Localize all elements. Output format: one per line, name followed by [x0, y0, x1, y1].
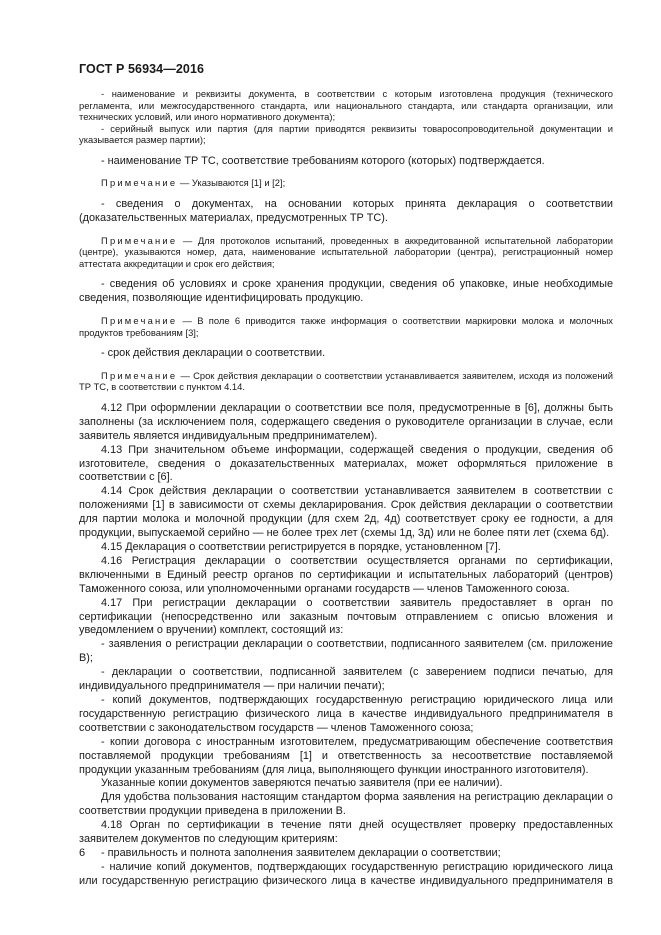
note-label: Примечание: [101, 177, 178, 189]
note-4: [79, 370, 613, 393]
note-text: — Указываются [1] и [2];: [177, 177, 286, 189]
clause-4-17-item-contract-copy: - копии договора с иностранным изготовителем, предусматривающим обеспечение соответствия поставляемой продукции требованиям [1] и ответственность за несоответствие поставляемой продукции указанным требованиям (для лица, выполняющего функции иностранного изготовителя).: [79, 735, 613, 776]
standard-designation: ГОСТ Р 56934—2016: [79, 62, 205, 76]
list-item-validity-period: - срок действия декларации о соответствии.: [101, 347, 326, 360]
clause-4-18-item-completeness: - правильность и полнота заполнения заявителем декларации о соответствии;: [101, 846, 501, 859]
note-text: — Срок действия декларации о соответствии устанавливается заявителем, исходя из положений ТР ТС, в соответствии с пунктом 4.14.: [79, 369, 613, 393]
clause-4-16: 4.16 Регистрация декларации о соответствии осуществляется органами по сертификации, включенными в Единый реестр органов по сертификации и испытательных лабораторий (центров) Таможенного союза, или уполномоченными органами государств — членов Таможенного союза.: [79, 554, 613, 595]
clause-4-18-item-registration-copies: - наличие копий документов, подтверждающих государственную регистрацию юридического лица или государственную регистрацию физического лица в качестве индивидуального предпринимателя в: [79, 860, 613, 887]
note-text: — Для протоколов испытаний, проведенных в аккредитованной испытательной лаборатории (центре), указываются номер, дата, наименование испытательной лаборатории (центра), регистрационный номер аттестата аккредитации и срок его действия;: [79, 234, 613, 269]
clause-4-17-item-declaration: - декларации о соответствии, подписанной заявителем (с заверением подписи печатью, для индивидуального предпринимателя — при наличии печати);: [79, 666, 613, 693]
note-text: — В поле 6 приводится также информация о соответствии маркировки молока и молочных продуктов требованиям [3];: [79, 315, 613, 338]
list-item-documents-basis: - сведения о документах, на основании которых принята декларация о соответствии (доказательственных материалах, предусмотренных ТР ТС).: [79, 197, 613, 224]
page-number: 6: [79, 847, 86, 859]
clause-4-14: 4.14 Срок действия декларации о соответствии устанавливается заявителем в соответствии с положениями [1] в зависимости от схемы декларирования. Срок действия декларации о соответствии для партии молока и молочной продукции (для схем 2д, 4д) соответствует сроку ее годности, а для продукции, выпускаемой серийно — не более трех лет (схемы 1д, 3д) или не более пяти лет (схема 6д).: [79, 485, 613, 540]
clause-4-12: 4.12 При оформлении декларации о соответствии все поля, предусмотренные в [6], должны быть заполнены (за исключением поля, содержащего сведения о руководителе организации в случае, если заявитель является индивидуальным предпринимателем).: [79, 401, 613, 442]
document-body: [79, 88, 613, 889]
clause-4-15: 4.15 Декларация о соответствии регистрируется в порядке, установленном [7].: [101, 541, 501, 553]
note-1: [79, 177, 613, 189]
note-3: [79, 315, 613, 338]
note-2: [79, 235, 613, 270]
clause-4-17: 4.17 При регистрации декларации о соответствии заявитель предоставляет в орган по сертификации (непосредственно или заказным почтовым отправлением с описью вложения и уведомлением о вручении) комплект, состоящий из:: [79, 596, 613, 637]
list-item-tr-ts-name: - наименование ТР ТС, соответствие требованиям которого (которых) подтверждается.: [101, 154, 545, 167]
clause-4-17-certified-copies: Указанные копии документов заверяются печатью заявителя (при ее наличии).: [101, 777, 503, 790]
clause-4-17-item-registration-copies: - копий документов, подтверждающих государственную регистрацию юридического лица или государственную регистрацию физического лица в качестве индивидуального предпринимателя в соответствии с законодательством государств — членов Таможенного союза;: [79, 693, 613, 734]
list-item-storage-conditions: - сведения об условиях и сроке хранения продукции, сведения об упаковке, иные необходимые сведения, позволяющие идентифицировать продукцию.: [79, 278, 613, 305]
clause-4-18: 4.18 Орган по сертификации в течение пяти дней осуществляет проверку предоставленных заявителем документов по следующим критериям:: [79, 819, 613, 846]
clause-4-17-item-application: - заявления о регистрации декларации о соответствии, подписанного заявителем (см. приложение В);: [79, 638, 613, 665]
clause-4-13: 4.13 При значительном объеме информации, содержащей сведения о продукции, сведения об изготовителе, сведения о доказательственных материалах, может оформляться приложение в соответствии с [6].: [79, 443, 613, 484]
list-item-document-requisites: - наименование и реквизиты документа, в соответствии с которым изготовлена продукция (технического регламента, или межгосударственного стандарта, или национального стандарта, или стандарта организации, или технических условий, или иного нормативного документа);: [79, 88, 613, 122]
note-label: Примечание: [101, 315, 178, 327]
note-label: Примечание: [101, 369, 178, 381]
note-label: Примечание: [101, 234, 178, 246]
list-item-serial-or-batch: - серийный выпуск или партия (для партии приводятся реквизиты товаросопроводительной документации и указывается размер партии);: [79, 122, 613, 145]
clause-4-17-form-reference: Для удобства пользования настоящим стандартом форма заявления на регистрацию декларации о соответствии продукции приведена в приложении В.: [79, 791, 613, 818]
